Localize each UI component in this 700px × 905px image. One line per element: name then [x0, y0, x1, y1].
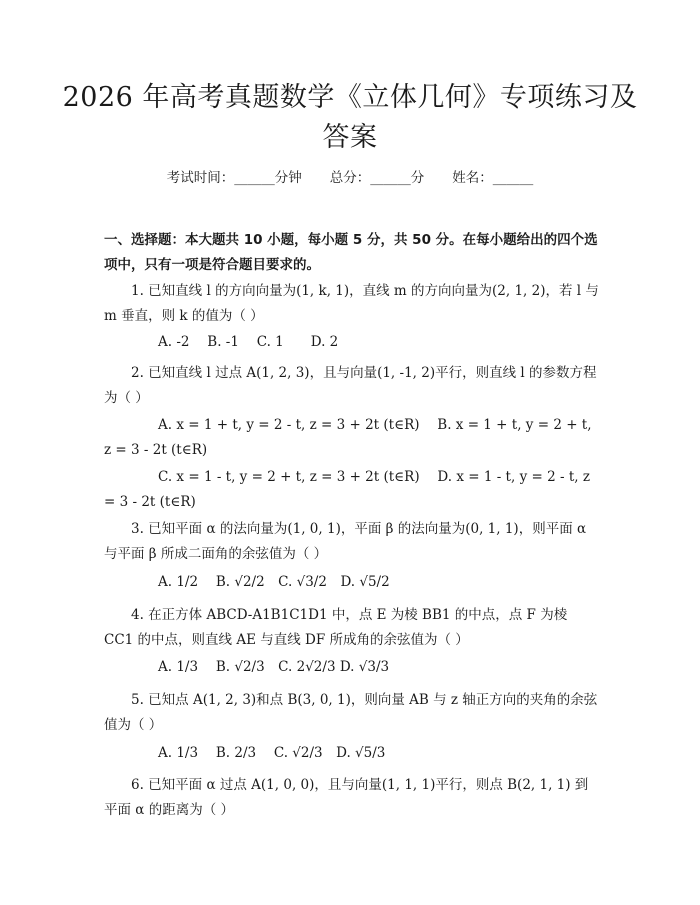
total-score-label: 总分：______分 [329, 170, 425, 186]
question-2-options-ab: A. x = 1 + t, y = 2 - t, z = 3 + 2t (t∈R) B. x = 1 + t, y = 2 + t, z = 3 - 2t (t∈R) [104, 417, 592, 458]
question-5-text: 5. 已知点 A(1, 2, 3)和点 B(3, 0, 1)，则向量 AB 与 z 轴正方向的夹角的余弦值为（ ） [104, 692, 598, 733]
exam-meta [0, 168, 700, 188]
question-4-options: A. 1/3 B. √2/3 C. 2√2/3 D. √3/3 [158, 659, 390, 675]
question-1-options: A. -2 B. -1 C. 1 D. 2 [158, 334, 339, 350]
page-title: 2026 年高考真题数学《立体几何》专项练习及答案 [62, 82, 638, 153]
section-heading: 一、选择题：本大题共 10 小题，每小题 5 分，共 50 分。在每小题给出的四个选项中，只有一项是符合题目要求的。 [104, 232, 598, 273]
question-3-options: A. 1/2 B. √2/2 C. √3/2 D. √5/2 [158, 574, 390, 590]
question-6-text: 6. 已知平面 α 过点 A(1, 0, 0)，且与向量(1, 1, 1)平行，则点 B(2, 1, 1) 到平面 α 的距离为（ ） [104, 777, 589, 818]
question-3-text: 3. 已知平面 α 的法向量为(1, 0, 1)，平面 β 的法向量为(0, 1, 1)，则平面 α 与平面 β 所成二面角的余弦值为（ ） [104, 521, 587, 562]
question-2-text: 2. 已知直线 l 过点 A(1, 2, 3)，且与向量(1, -1, 2)平行，则直线 l 的参数方程为（ ） [104, 365, 597, 406]
question-1-text: 1. 已知直线 l 的方向向量为(1, k, 1)，直线 m 的方向向量为(2, 1, 2)，若 l 与 m 垂直，则 k 的值为（ ） [104, 283, 599, 324]
question-5-options: A. 1/3 B. 2/3 C. √2/3 D. √5/3 [158, 745, 386, 761]
exam-time-label: 考试时间：______分钟 [166, 170, 302, 186]
student-name-label: 姓名：______ [452, 170, 534, 186]
question-2-options-cd: C. x = 1 - t, y = 2 + t, z = 3 + 2t (t∈R) D. x = 1 - t, y = 2 - t, z = 3 - 2t (t∈R) [104, 469, 590, 510]
question-4-text: 4. 在正方体 ABCD-A1B1C1D1 中，点 E 为棱 BB1 的中点，点 F 为棱 CC1 的中点，则直线 AE 与直线 DF 所成角的余弦值为（ ） [104, 607, 568, 648]
